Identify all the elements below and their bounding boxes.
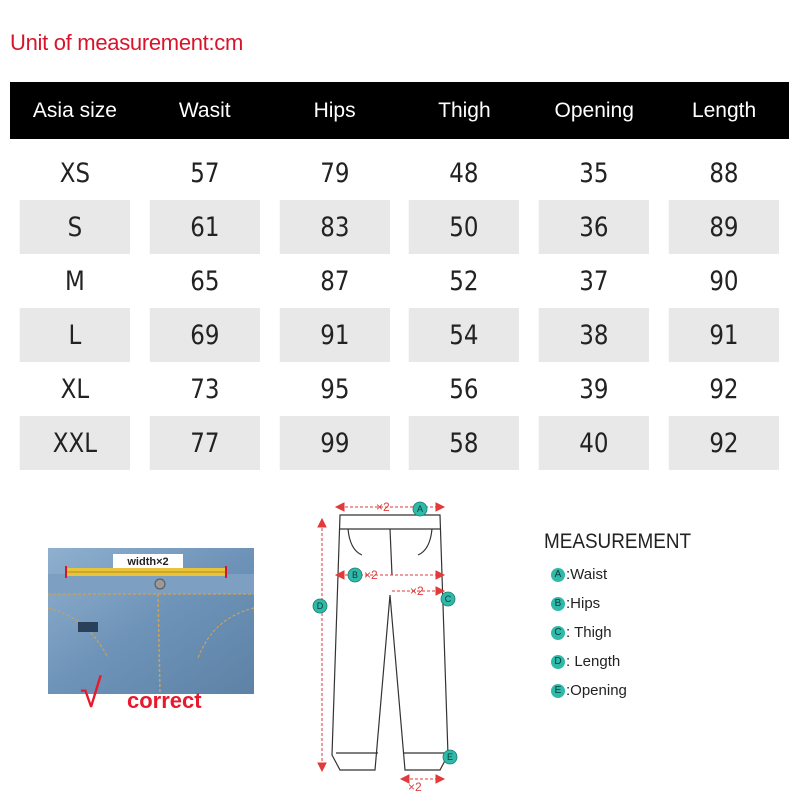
table-header-row: [10, 82, 789, 139]
legend-label: :Hips: [566, 595, 601, 612]
header-hips: Hips: [270, 82, 400, 139]
legend-label: : Thigh: [566, 624, 612, 641]
header-thigh: Thigh: [399, 82, 529, 139]
measurement-legend: [551, 566, 627, 711]
cell-hips: 83: [279, 200, 389, 254]
header-length: Length: [659, 82, 789, 139]
marker-a: A: [416, 504, 424, 514]
cell-hips: 95: [319, 373, 350, 405]
cell-thigh: 56: [449, 373, 480, 405]
marker-e-icon: E: [551, 684, 565, 698]
cell-hips: 91: [279, 308, 389, 362]
opening-times-label: ×2: [408, 780, 422, 794]
cell-size: XS: [59, 157, 91, 189]
cell-waist: 69: [150, 308, 260, 362]
cell-waist: 65: [190, 265, 220, 297]
cell-waist: 73: [190, 373, 220, 405]
jeans-waist-photo: [48, 548, 254, 694]
marker-b: B: [351, 570, 359, 580]
cell-thigh: 54: [409, 308, 519, 362]
cell-opening: 36: [539, 200, 649, 254]
cell-opening: 40: [539, 416, 649, 470]
cell-thigh: 50: [409, 200, 519, 254]
legend-label: :Opening: [566, 682, 627, 699]
jeans-illustration: [48, 548, 254, 694]
legend-item: [551, 682, 627, 711]
cell-hips: 79: [319, 157, 350, 189]
cell-size: M: [65, 265, 85, 297]
legend-item: [551, 653, 627, 682]
cell-length: 90: [709, 265, 739, 297]
legend-label: : Length: [566, 653, 621, 670]
table-row: [10, 362, 789, 416]
cell-waist: 57: [190, 157, 220, 189]
cell-length: 88: [709, 157, 739, 189]
marker-d-icon: D: [551, 655, 565, 669]
cell-thigh: 52: [449, 265, 480, 297]
size-chart-table: [10, 82, 789, 470]
check-mark-icon: √: [80, 672, 102, 716]
cell-opening: 37: [579, 265, 609, 297]
measurement-title: MEASUREMENT: [544, 530, 692, 553]
cell-size: XXL: [20, 416, 130, 470]
table-row: [10, 146, 789, 200]
marker-d: D: [316, 601, 324, 611]
thigh-times-label: ×2: [410, 584, 424, 598]
marker-b-icon: B: [551, 597, 565, 611]
cell-size: S: [20, 200, 130, 254]
waist-times-label: ×2: [376, 500, 390, 514]
marker-c: C: [444, 594, 452, 604]
cell-length: 89: [669, 200, 779, 254]
table-row: [10, 254, 789, 308]
cell-size: XL: [60, 373, 90, 405]
hips-times-label: ×2: [364, 568, 378, 582]
pants-measurement-diagram: [300, 495, 470, 795]
cell-waist: 77: [150, 416, 260, 470]
legend-item: [551, 624, 627, 653]
cell-hips: 87: [319, 265, 350, 297]
unit-of-measurement-label: Unit of measurement:cm: [10, 30, 244, 55]
cell-hips: 99: [279, 416, 389, 470]
cell-opening: 38: [539, 308, 649, 362]
table-row: [10, 308, 789, 362]
cell-waist: 61: [150, 200, 260, 254]
header-waist: Wasit: [140, 82, 270, 139]
header-opening: Opening: [529, 82, 659, 139]
pants-outline: [300, 495, 470, 795]
legend-item: [551, 566, 627, 595]
header-asia-size: Asia size: [10, 82, 140, 139]
cell-length: 92: [709, 373, 739, 405]
cell-length: 92: [669, 416, 779, 470]
marker-c-icon: C: [551, 626, 565, 640]
table-row: [10, 200, 789, 254]
table-row: [10, 416, 789, 470]
correct-label: correct: [127, 688, 202, 713]
width-label: width×2: [127, 556, 169, 568]
cell-thigh: 48: [449, 157, 480, 189]
legend-label: :Waist: [566, 566, 608, 583]
cell-thigh: 58: [409, 416, 519, 470]
marker-e: E: [446, 752, 454, 762]
cell-opening: 35: [579, 157, 609, 189]
marker-a-icon: A: [551, 568, 565, 582]
cell-length: 91: [669, 308, 779, 362]
cell-opening: 39: [579, 373, 609, 405]
legend-item: [551, 595, 627, 624]
cell-size: L: [20, 308, 130, 362]
